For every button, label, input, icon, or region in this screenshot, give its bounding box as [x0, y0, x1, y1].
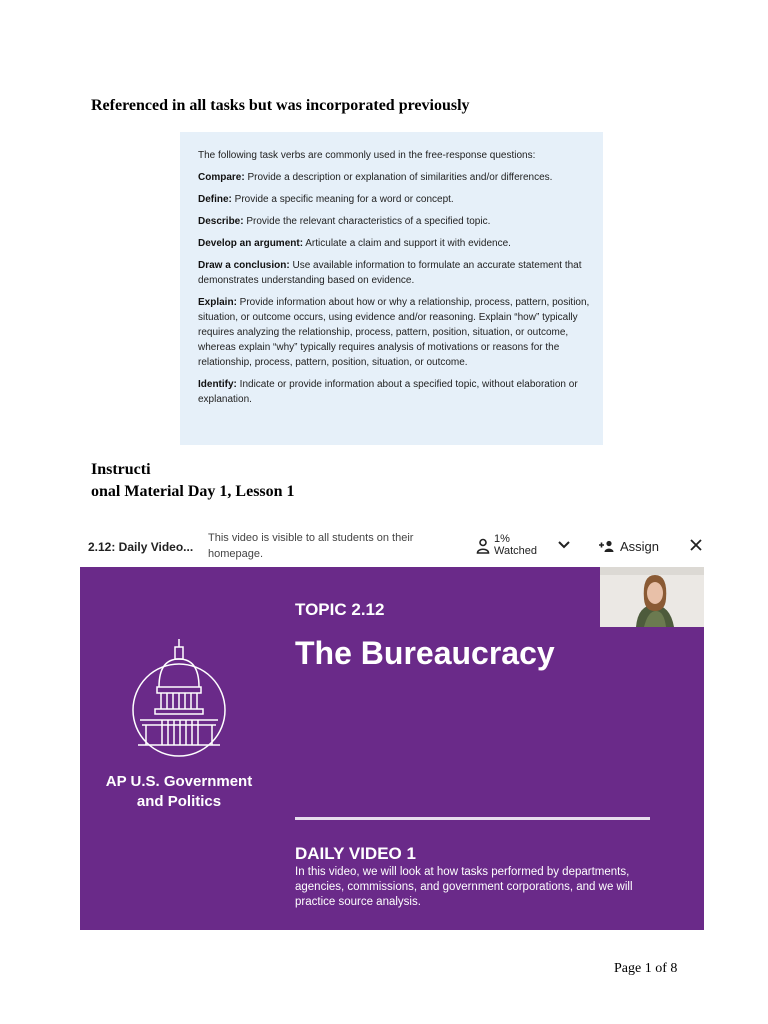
course-name	[90, 772, 268, 812]
topic-label: TOPIC 2.12	[295, 600, 385, 619]
chevron-down-icon[interactable]	[557, 540, 571, 550]
task-verb-definition: Provide a specific meaning for a word or concept.	[231, 194, 454, 205]
task-verb-explain	[198, 295, 591, 370]
task-verb-definition: Provide a description or explanation of similarities and/or differences.	[244, 172, 553, 183]
section-heading-instructional-line1: Instructi	[91, 461, 151, 478]
video-slide[interactable]	[80, 567, 704, 930]
daily-video-label: DAILY VIDEO 1	[295, 844, 416, 863]
assign-button[interactable]: Assign	[620, 539, 660, 554]
task-verb-term: Define:	[198, 194, 232, 205]
task-verbs-box	[180, 132, 603, 445]
task-verb-develop-argument	[198, 236, 591, 251]
video-title[interactable]: 2.12: Daily Video...	[88, 540, 194, 554]
task-verb-identify	[198, 377, 591, 407]
divider	[295, 817, 650, 820]
visibility-note: This video is visible to all students on their homepage.	[208, 532, 414, 560]
capitol-building-icon	[130, 637, 228, 759]
task-verb-compare	[198, 170, 591, 185]
task-verb-draw-conclusion	[198, 258, 591, 288]
course-line: AP U.S. Government	[105, 773, 253, 790]
course-line: and Politics	[136, 793, 222, 810]
video-description: In this video, we will look at how tasks performed by departments, agencies, commissions, and government corporations, and we will practice source analysis.	[295, 866, 633, 908]
close-icon[interactable]	[690, 539, 702, 551]
watched-label: Watched	[494, 545, 538, 557]
task-verb-definition: Indicate or provide information about a specified topic, without elaboration or explanation.	[198, 379, 578, 405]
watched-stat	[494, 533, 537, 557]
section-heading-instructional-line2: onal Material Day 1, Lesson 1	[91, 483, 295, 500]
task-verb-define	[198, 192, 591, 207]
task-verb-term: Develop an argument:	[198, 238, 304, 249]
task-verb-term: Compare:	[198, 172, 245, 183]
task-verb-describe	[198, 214, 591, 229]
task-verb-term: Draw a conclusion:	[198, 260, 290, 271]
page-number: Page 1 of 8	[614, 961, 678, 976]
task-verb-definition: Articulate a claim and support it with evidence.	[303, 238, 511, 249]
task-verb-definition: Use available information to formulate an accurate statement that demonstrates understanding based on evidence.	[198, 260, 582, 286]
task-verb-term: Explain:	[198, 297, 237, 308]
task-verb-definition: Provide information about how or why a relationship, process, pattern, position, situation, or outcome occurs, using evidence and/or reasoning. Explain “how” typically requires analyzing the relationship, process, pattern, position, situation, or outcome, whereas explain “why” typically requires analysis of motivations or reasons for the relationship, process, pattern, position, situation, or outcome.	[198, 297, 590, 368]
video-embed	[80, 526, 704, 930]
slide-title: The Bureaucracy	[295, 635, 555, 671]
task-verb-term: Describe:	[198, 216, 244, 227]
section-heading-referenced: Referenced in all tasks but was incorporated previously	[91, 97, 470, 114]
task-verb-term: Identify:	[198, 379, 237, 390]
task-verbs-intro: The following task verbs are commonly used in the free-response questions:	[198, 150, 536, 161]
presenter-thumbnail	[600, 567, 704, 627]
video-toolbar	[80, 526, 704, 567]
task-verb-definition: Provide the relevant characteristics of a specified topic.	[243, 216, 491, 227]
assign-user-icon[interactable]	[598, 540, 614, 552]
presenter-image	[600, 567, 704, 627]
watched-percent: 1%	[494, 533, 510, 545]
person-icon	[476, 538, 490, 554]
